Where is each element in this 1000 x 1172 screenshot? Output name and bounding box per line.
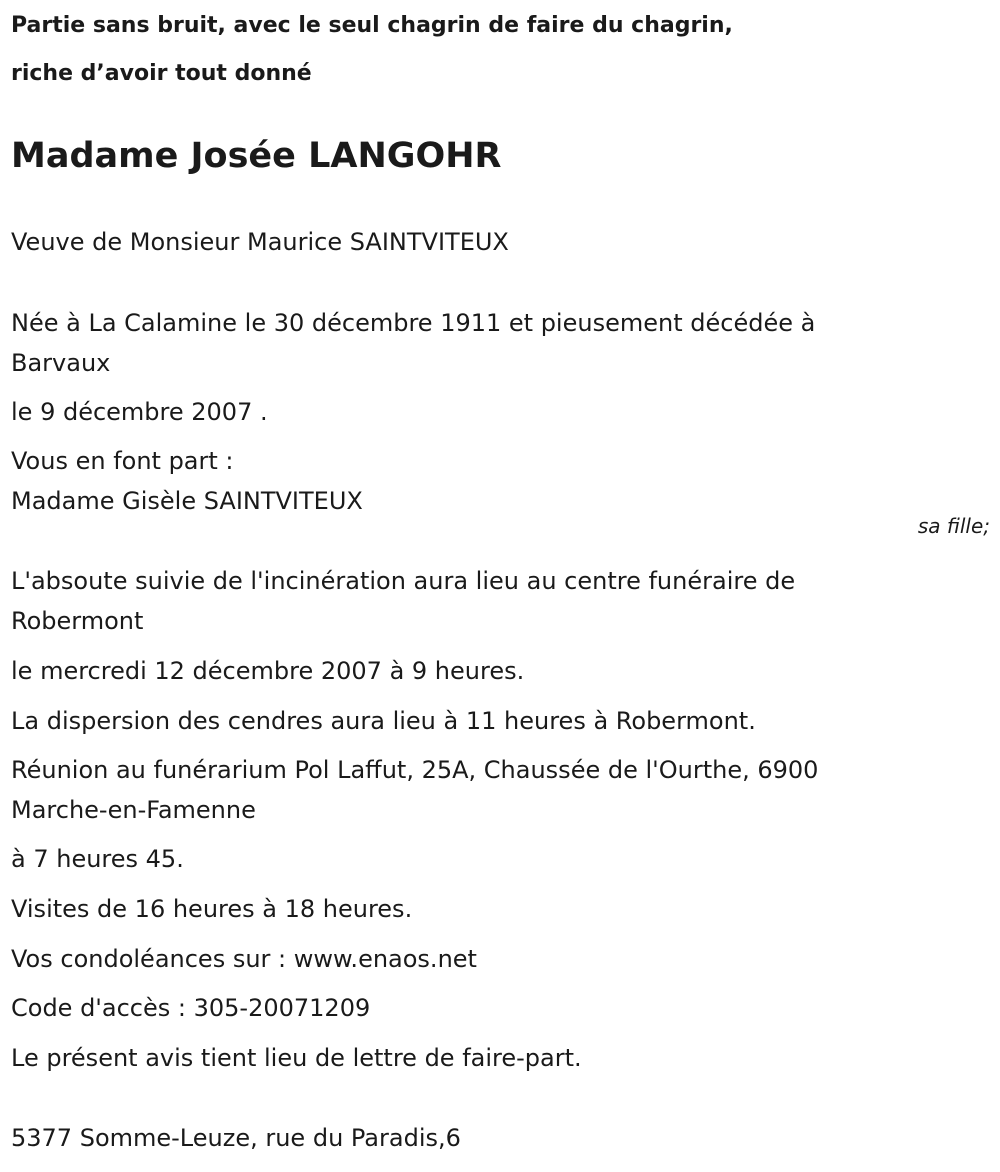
ceremony-line-2: Robermont xyxy=(11,607,144,635)
condolences: Vos condoléances sur : www.enaos.net xyxy=(11,945,477,973)
meeting-time: à 7 heures 45. xyxy=(11,845,184,873)
ashes-dispersion: La dispersion des cendres aura lieu à 11 heures à Robermont. xyxy=(11,707,756,735)
notice: Le présent avis tient lieu de lettre de faire-part. xyxy=(11,1044,582,1072)
epigraph-line-1: Partie sans bruit, avec le seul chagrin de faire du chagrin, xyxy=(11,13,733,38)
ceremony-line-1: L'absoute suivie de l'incinération aura lieu au centre funéraire de xyxy=(11,567,796,595)
meeting-line-1: Réunion au funérarium Pol Laffut, 25A, Chaussée de l'Ourthe, 6900 xyxy=(11,756,819,784)
announcers-intro: Vous en font part : xyxy=(11,447,234,475)
address: 5377 Somme-Leuze, rue du Paradis,6 xyxy=(11,1124,461,1152)
announcer-person: Madame Gisèle SAINTVITEUX xyxy=(11,487,363,515)
deceased-name: Madame Josée LANGOHR xyxy=(11,136,502,176)
epigraph-line-2: riche d’avoir tout donné xyxy=(11,61,312,86)
birth-line-1: Née à La Calamine le 30 décembre 1911 et pieusement décédée à xyxy=(11,309,816,337)
birth-line-2: Barvaux xyxy=(11,349,111,377)
death-date: le 9 décembre 2007 . xyxy=(11,398,268,426)
widow-of: Veuve de Monsieur Maurice SAINTVITEUX xyxy=(11,228,509,256)
announcer-relation: sa fille; xyxy=(917,514,990,538)
meeting-line-2: Marche-en-Famenne xyxy=(11,796,256,824)
visits: Visites de 16 heures à 18 heures. xyxy=(11,895,413,923)
access-code: Code d'accès : 305-20071209 xyxy=(11,994,371,1022)
ceremony-date: le mercredi 12 décembre 2007 à 9 heures. xyxy=(11,657,525,685)
